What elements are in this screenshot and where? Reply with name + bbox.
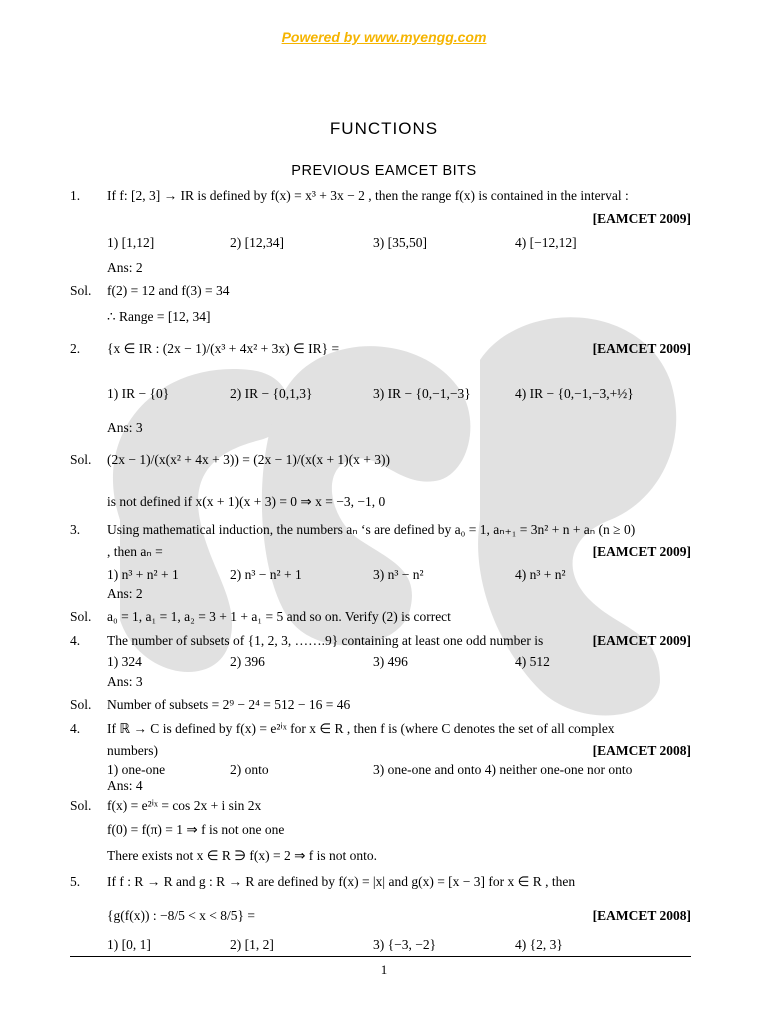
option: 4) n³ + n² bbox=[515, 567, 566, 582]
exam-tag: [EAMCET 2008] bbox=[592, 908, 691, 923]
solution-line: is not defined if x(x + 1)(x + 3) = 0 ⇒ x = −3, −1, 0 bbox=[107, 494, 386, 509]
solution-line: (2x − 1)/(x(x² + 4x + 3)) = (2x − 1)/(x(x + 1)(x + 3)) bbox=[107, 452, 391, 467]
option: 1) one-one bbox=[107, 762, 166, 777]
option: 3) IR − {0,−1,−3} bbox=[373, 386, 471, 401]
question-number: 2. bbox=[70, 341, 81, 356]
answer: Ans: 3 bbox=[107, 420, 143, 435]
question-text-cont: numbers) bbox=[107, 743, 158, 758]
option: 4) IR − {0,−1,−3,+½} bbox=[515, 386, 634, 401]
option: 4) {2, 3} bbox=[515, 937, 563, 952]
question-text: The number of subsets of {1, 2, 3, …….9} containing at least one odd number is bbox=[107, 633, 544, 648]
option: 3) {−3, −2} bbox=[373, 937, 437, 952]
option: 1) [0, 1] bbox=[107, 937, 151, 952]
solution-line: a₀ = 1, a₁ = 1, a₂ = 3 + 1 + a₁ = 5 and so on. Verify (2) is correct bbox=[107, 609, 451, 624]
answer: Ans: 2 bbox=[107, 586, 143, 601]
option: 2) IR − {0,1,3} bbox=[230, 386, 313, 401]
option: 4) 512 bbox=[515, 654, 550, 669]
option: 2) [1, 2] bbox=[230, 937, 274, 952]
option: 2) n³ − n² + 1 bbox=[230, 567, 302, 582]
option: 1) [1,12] bbox=[107, 235, 155, 250]
page-number: 1 bbox=[380, 962, 388, 977]
answer: Ans: 4 bbox=[107, 778, 143, 793]
question-text: {x ∈ IR : (2x − 1)/(x³ + 4x² + 3x) ∈ IR} = bbox=[107, 341, 340, 356]
solution-line: f(x) = e²ⁱˣ = cos 2x + i sin 2x bbox=[107, 798, 262, 813]
solution-line: Number of subsets = 2⁹ − 2⁴ = 512 − 16 = 46 bbox=[107, 697, 351, 712]
option: 1) 324 bbox=[107, 654, 142, 669]
question-number: 4. bbox=[70, 721, 81, 736]
powered-by-link[interactable]: Powered by www.myengg.com bbox=[281, 29, 487, 45]
option: 2) [12,34] bbox=[230, 235, 284, 250]
solution-label: Sol. bbox=[70, 283, 92, 298]
option: 4) [−12,12] bbox=[515, 235, 577, 250]
solution-label: Sol. bbox=[70, 798, 92, 813]
solution-label: Sol. bbox=[70, 609, 92, 624]
exam-tag: [EAMCET 2009] bbox=[592, 341, 691, 356]
exam-tag: [EAMCET 2009] bbox=[592, 211, 691, 226]
option: 1) IR − {0} bbox=[107, 386, 170, 401]
option: 3) one-one and onto 4) neither one-one nor onto bbox=[373, 762, 633, 777]
solution-label: Sol. bbox=[70, 452, 92, 467]
option: 2) 396 bbox=[230, 654, 265, 669]
footer-divider bbox=[70, 956, 691, 957]
question-text: If f: [2, 3] → IR is defined by f(x) = x³ + 3x − 2 , then the range f(x) is contained in the interval : bbox=[107, 188, 629, 203]
exam-tag: [EAMCET 2008] bbox=[592, 743, 691, 758]
question-text-cont: {g(f(x)) : −8/5 < x < 8/5} = bbox=[107, 908, 256, 923]
exam-tag: [EAMCET 2009] bbox=[592, 544, 691, 559]
question-number: 3. bbox=[70, 522, 81, 537]
page-title: FUNCTIONS bbox=[329, 119, 439, 138]
option: 2) onto bbox=[230, 762, 269, 777]
option: 1) n³ + n² + 1 bbox=[107, 567, 179, 582]
solution-line: ∴ Range = [12, 34] bbox=[107, 309, 211, 324]
page-subtitle: PREVIOUS EAMCET BITS bbox=[291, 163, 477, 179]
option: 3) 496 bbox=[373, 654, 408, 669]
exam-tag: [EAMCET 2009] bbox=[592, 633, 691, 648]
solution-line: f(2) = 12 and f(3) = 34 bbox=[107, 283, 230, 298]
question-number: 1. bbox=[70, 188, 81, 203]
question-number: 5. bbox=[70, 874, 81, 889]
answer: Ans: 2 bbox=[107, 260, 143, 275]
answer: Ans: 3 bbox=[107, 674, 143, 689]
question-number: 4. bbox=[70, 633, 81, 648]
question-text: If ℝ → C is defined by f(x) = e²ⁱˣ for x ∈ R , then f is (where C denotes the set of all complex bbox=[107, 721, 615, 736]
question-text: If f : R → R and g : R → R are defined by f(x) = |x| and g(x) = [x − 3] for x ∈ R , then bbox=[107, 874, 576, 889]
option: 3) n³ − n² bbox=[373, 567, 424, 582]
question-text-cont: , then aₙ = bbox=[107, 544, 163, 559]
solution-line: There exists not x ∈ R ∋ f(x) = 2 ⇒ f is not onto. bbox=[107, 848, 378, 863]
solution-label: Sol. bbox=[70, 697, 92, 712]
solution-line: f(0) = f(π) = 1 ⇒ f is not one one bbox=[107, 822, 285, 837]
option: 3) [35,50] bbox=[373, 235, 427, 250]
question-text: Using mathematical induction, the numbers aₙ ‘s are defined by a₀ = 1, aₙ₊₁ = 3n² + n + aₙ (n ≥ 0) bbox=[107, 522, 636, 537]
